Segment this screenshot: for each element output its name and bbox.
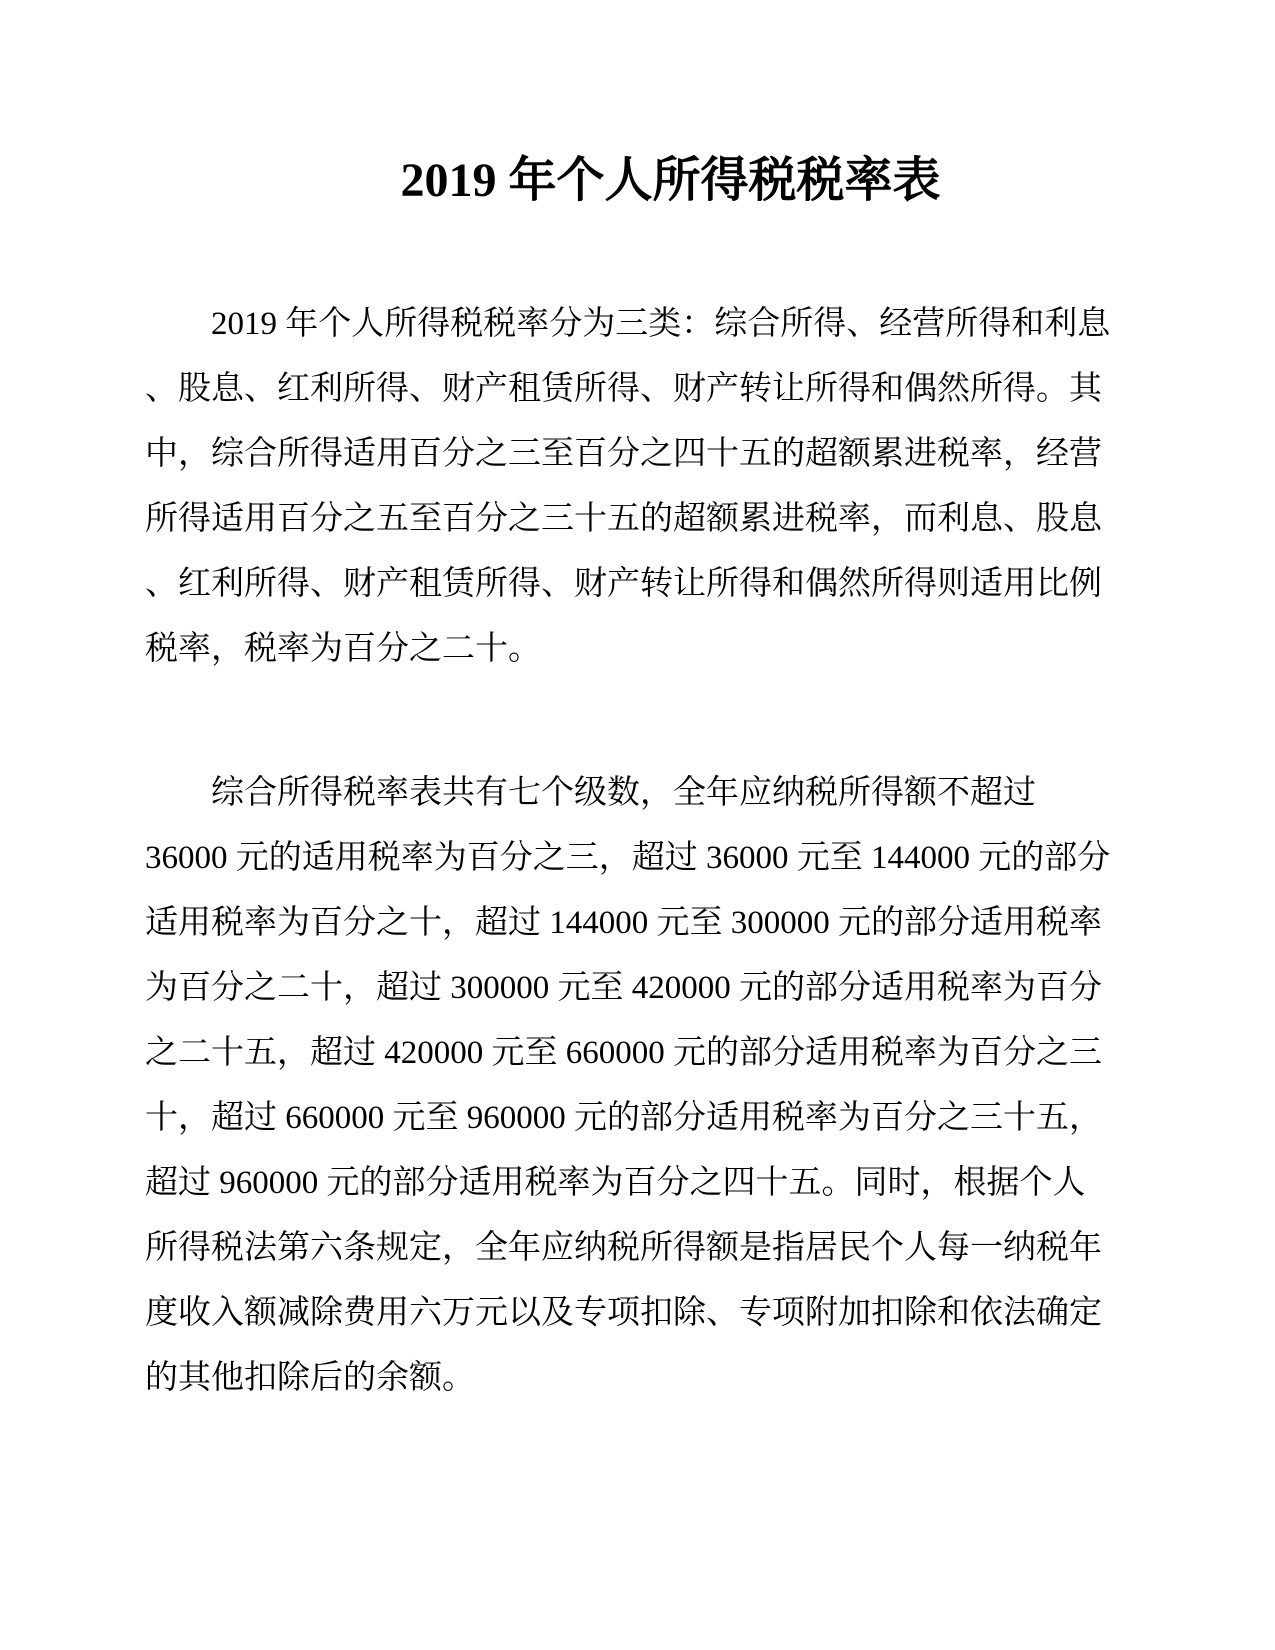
text-line: 税率，税率为百分之二十。	[145, 631, 541, 667]
text-line: 超过 960000 元的部分适用税率为百分之四十五。同时，根据个人	[145, 1165, 1086, 1201]
text-line: 、红利所得、财产租赁所得、财产转让所得和偶然所得则适用比例	[145, 566, 1102, 602]
document-title: 2019 年个人所得税税率表	[400, 154, 941, 207]
text-line: 十，超过 660000 元至 960000 元的部分适用税率为百分之三十五，	[145, 1100, 1102, 1136]
paragraph-tax-categories	[145, 292, 1130, 682]
text-line: 所得适用百分之五至百分之三十五的超额累进税率，而利息、股息	[145, 501, 1102, 537]
text-line: 、股息、红利所得、财产租赁所得、财产转让所得和偶然所得。其	[145, 371, 1102, 407]
text-line: 度收入额减除费用六万元以及专项扣除、专项附加扣除和依法确定	[145, 1295, 1102, 1331]
text-line: 适用税率为百分之十，超过 144000 元至 300000 元的部分适用税率	[145, 905, 1102, 941]
text-line: 的其他扣除后的余额。	[145, 1360, 475, 1396]
text-line: 为百分之二十，超过 300000 元至 420000 元的部分适用税率为百分	[145, 970, 1102, 1006]
text-line: 36000 元的适用税率为百分之三，超过 36000 元至 144000 元的部分	[145, 840, 1111, 876]
text-line: 综合所得税率表共有七个级数，全年应纳税所得额不超过	[211, 775, 1036, 811]
text-line: 中，综合所得适用百分之三至百分之四十五的超额累进税率，经营	[145, 436, 1102, 472]
paragraph-tax-brackets	[145, 761, 1130, 1411]
text-line: 之二十五，超过 420000 元至 660000 元的部分适用税率为百分之三	[145, 1035, 1102, 1071]
text-line: 所得税法第六条规定，全年应纳税所得额是指居民个人每一纳税年	[145, 1230, 1102, 1266]
text-line: 2019 年个人所得税税率分为三类：综合所得、经营所得和利息	[211, 306, 1111, 342]
